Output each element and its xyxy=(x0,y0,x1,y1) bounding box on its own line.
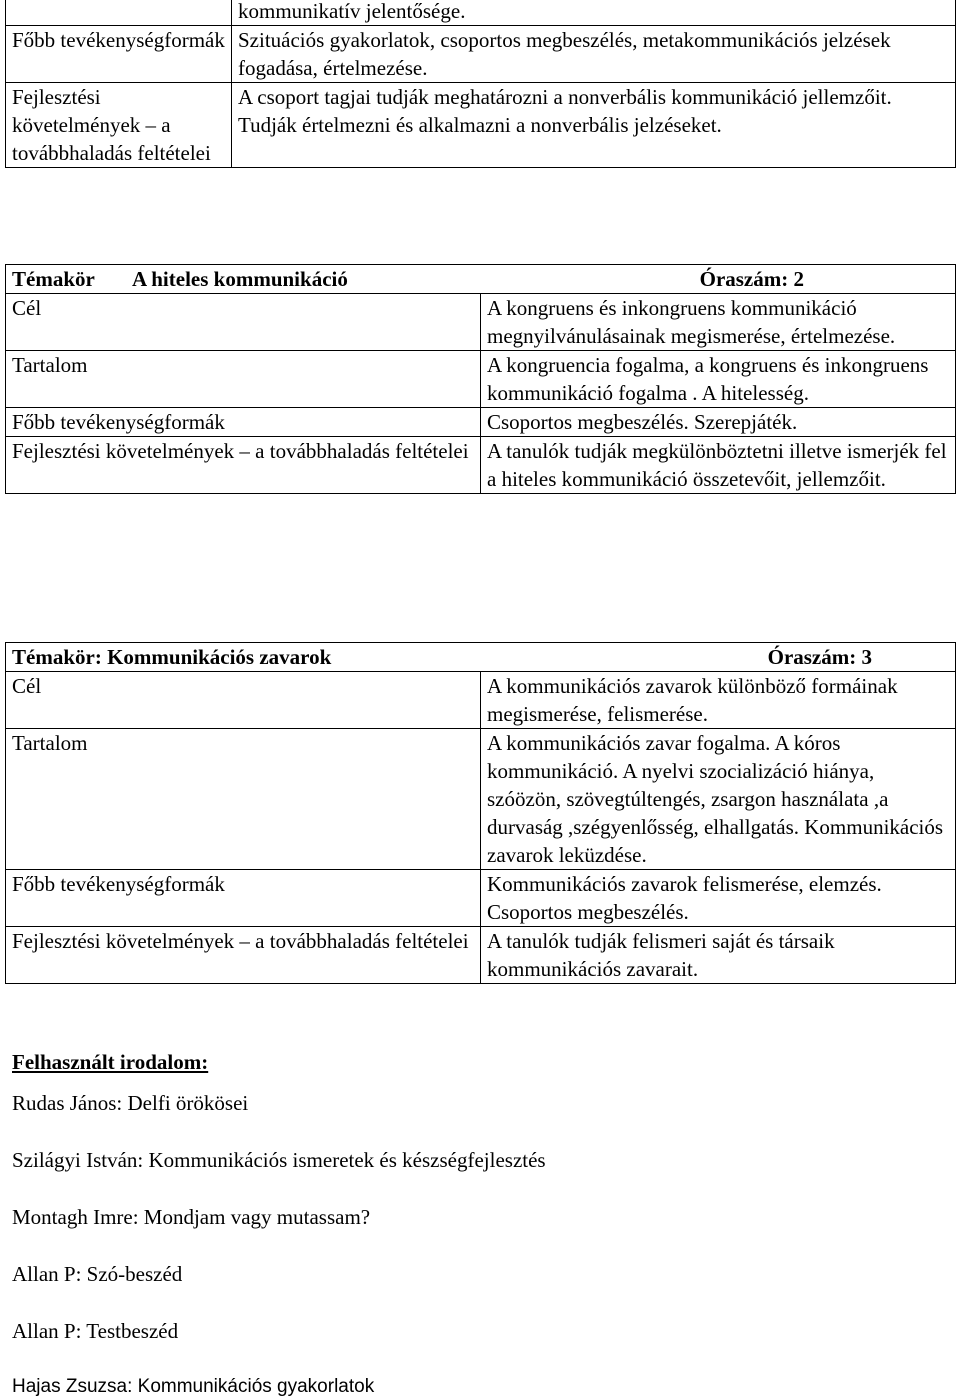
row-label xyxy=(6,0,232,26)
row-value: A kongruens és inkongruens kommunikáció megnyilvánulásainak megismerése, értelmezése. xyxy=(481,294,956,351)
table-row xyxy=(6,351,956,408)
row-value: A tanulók tudják megkülönböztetni illetve ismerjék fel a hiteles kommunikáció összetevőit, jellemzőit. xyxy=(481,437,956,494)
row-value: Csoportos megbeszélés. Szerepjáték. xyxy=(481,408,956,437)
row-label: Főbb tevékenységformák xyxy=(6,408,481,437)
literature-item: Allan P: Szó-beszéd xyxy=(12,1262,183,1286)
table-row xyxy=(6,927,956,984)
row-label: Fejlesztési követelmények – a továbbhaladás feltételei xyxy=(6,83,232,168)
topic-hours: Óraszám: 2 xyxy=(699,267,804,291)
table-row xyxy=(6,83,956,168)
row-value: A kongruencia fogalma, a kongruens és inkongruens kommunikáció fogalma . A hitelesség. xyxy=(481,351,956,408)
row-label: Fejlesztési követelmények – a továbbhaladás feltételei xyxy=(6,437,481,494)
literature-item: Szilágyi István: Kommunikációs ismeretek és készségfejlesztés xyxy=(12,1148,546,1172)
row-value: Szituációs gyakorlatok, csoportos megbeszélés, metakommunikációs jelzések fogadása, értelmezése. xyxy=(232,26,956,83)
table-row xyxy=(6,729,956,870)
literature-item: Montagh Imre: Mondjam vagy mutassam? xyxy=(12,1205,371,1229)
row-label: Tartalom xyxy=(6,729,481,870)
topic-header xyxy=(6,643,956,672)
row-label: Cél xyxy=(6,294,481,351)
literature-item: Rudas János: Delfi örökösei xyxy=(12,1091,249,1115)
topic-table-communication-disorders xyxy=(5,642,956,984)
row-value: A csoport tagjai tudják meghatározni a nonverbális kommunikáció jellemzőit. Tudják értelmezni és alkalmazni a nonverbális jelzéseket. xyxy=(232,83,956,168)
row-label: Fejlesztési követelmények – a továbbhaladás feltételei xyxy=(6,927,481,984)
row-label: Főbb tevékenységformák xyxy=(6,26,232,83)
table-row xyxy=(6,26,956,83)
table-row xyxy=(6,672,956,729)
literature-item: Allan P: Testbeszéd xyxy=(12,1319,179,1343)
row-value: A kommunikációs zavarok különböző formáinak megismerése, felismerése. xyxy=(481,672,956,729)
topic-hours: Óraszám: 3 xyxy=(767,645,872,669)
row-value: A kommunikációs zavar fogalma. A kóros kommunikáció. A nyelvi szocializáció hiánya, szóözön, szövegtúltengés, zsargon használata ,a durvaság ,szégyenlősség, elhallgatás. Kommunikációs zavarok leküzdése. xyxy=(481,729,956,870)
row-value: kommunikatív jelentősége. xyxy=(232,0,956,26)
topic-header-row xyxy=(6,643,956,672)
table-row xyxy=(6,0,956,26)
topic-label: Témakör xyxy=(12,267,95,291)
row-label: Főbb tevékenységformák xyxy=(6,870,481,927)
topic-table-authentic-communication xyxy=(5,264,956,494)
topic-header-row xyxy=(6,265,956,294)
literature-heading: Felhasznált irodalom: xyxy=(12,1050,209,1074)
row-value: A tanulók tudják felismeri saját és társaik kommunikációs zavarait. xyxy=(481,927,956,984)
row-value: Kommunikációs zavarok felismerése, elemzés. Csoportos megbeszélés. xyxy=(481,870,956,927)
topic-title: A hiteles kommunikáció xyxy=(132,267,348,291)
row-label: Cél xyxy=(6,672,481,729)
topic-header xyxy=(6,265,956,294)
table-row xyxy=(6,408,956,437)
table-row xyxy=(6,437,956,494)
row-label: Tartalom xyxy=(6,351,481,408)
literature-item: Hajas Zsuzsa: Kommunikációs gyakorlatok xyxy=(12,1376,375,1397)
curriculum-table-continued xyxy=(5,0,956,168)
topic-title: Témakör: Kommunikációs zavarok xyxy=(12,645,332,669)
table-row xyxy=(6,870,956,927)
table-row xyxy=(6,294,956,351)
